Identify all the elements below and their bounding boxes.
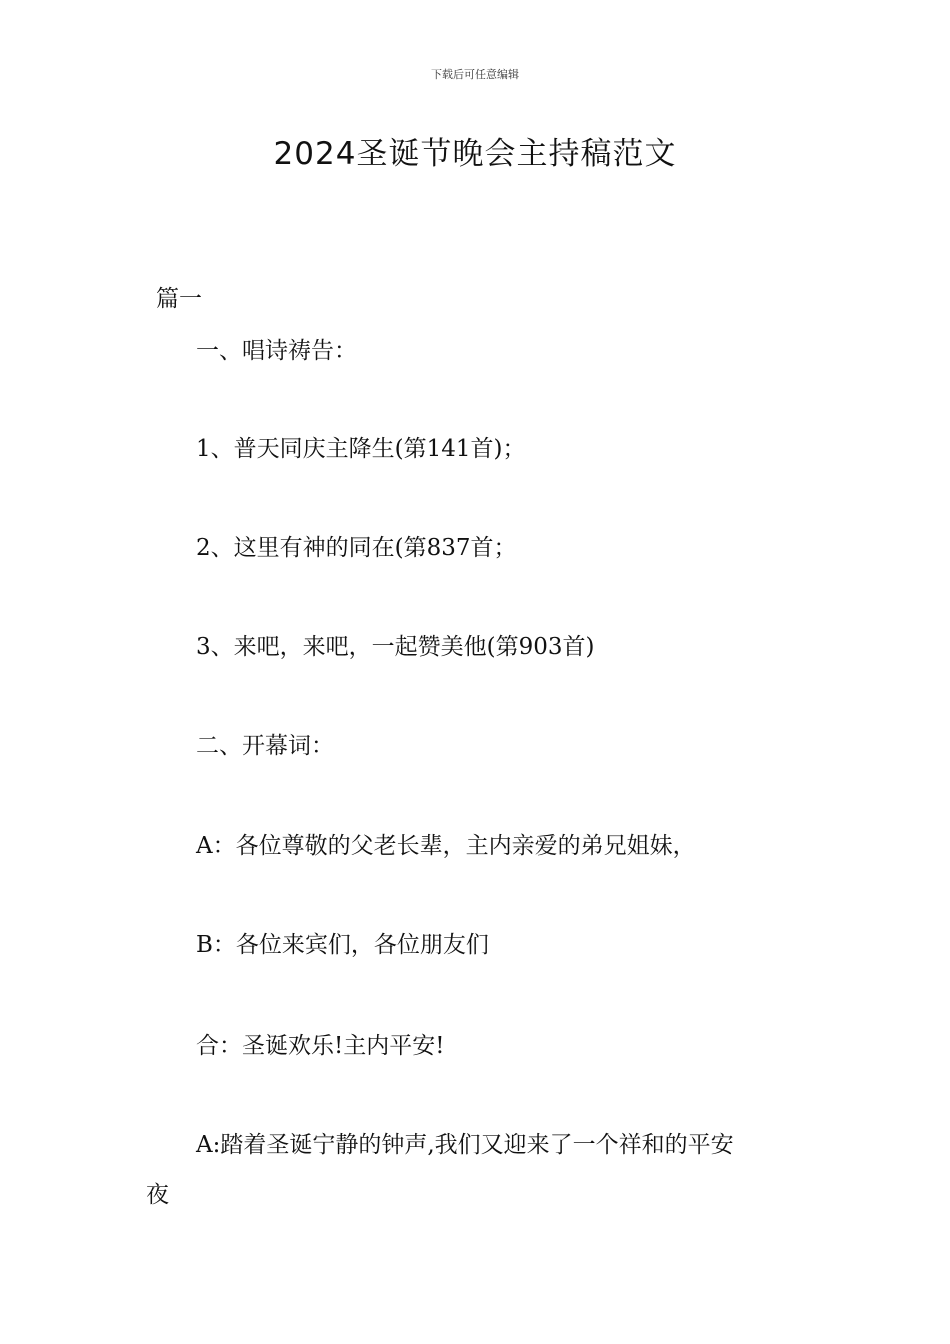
paragraph-9-continuation: 夜 bbox=[146, 1182, 169, 1208]
paragraph-4: 3、来吧，来吧，一起赞美他(第903首) bbox=[196, 634, 595, 660]
paragraph-8: 合：圣诞欢乐!主内平安! bbox=[196, 1033, 445, 1059]
page-header-note: 下载后可任意编辑 bbox=[431, 68, 519, 81]
section-heading: 篇一 bbox=[156, 286, 202, 312]
paragraph-7: B：各位来宾们，各位朋友们 bbox=[196, 932, 489, 958]
paragraph-3: 2、这里有神的同在(第837首； bbox=[196, 535, 517, 561]
document-title: 2024圣诞节晚会主持稿范文 bbox=[273, 136, 677, 172]
paragraph-5: 二、开幕词： bbox=[196, 733, 334, 759]
paragraph-2: 1、普天同庆主降生(第141首)； bbox=[196, 436, 526, 462]
paragraph-6: A：各位尊敬的父老长辈，主内亲爱的弟兄姐妹， bbox=[196, 833, 696, 859]
paragraph-9: A:踏着圣诞宁静的钟声,我们又迎来了一个祥和的平安 bbox=[196, 1132, 734, 1158]
paragraph-1: 一、唱诗祷告： bbox=[196, 338, 357, 364]
